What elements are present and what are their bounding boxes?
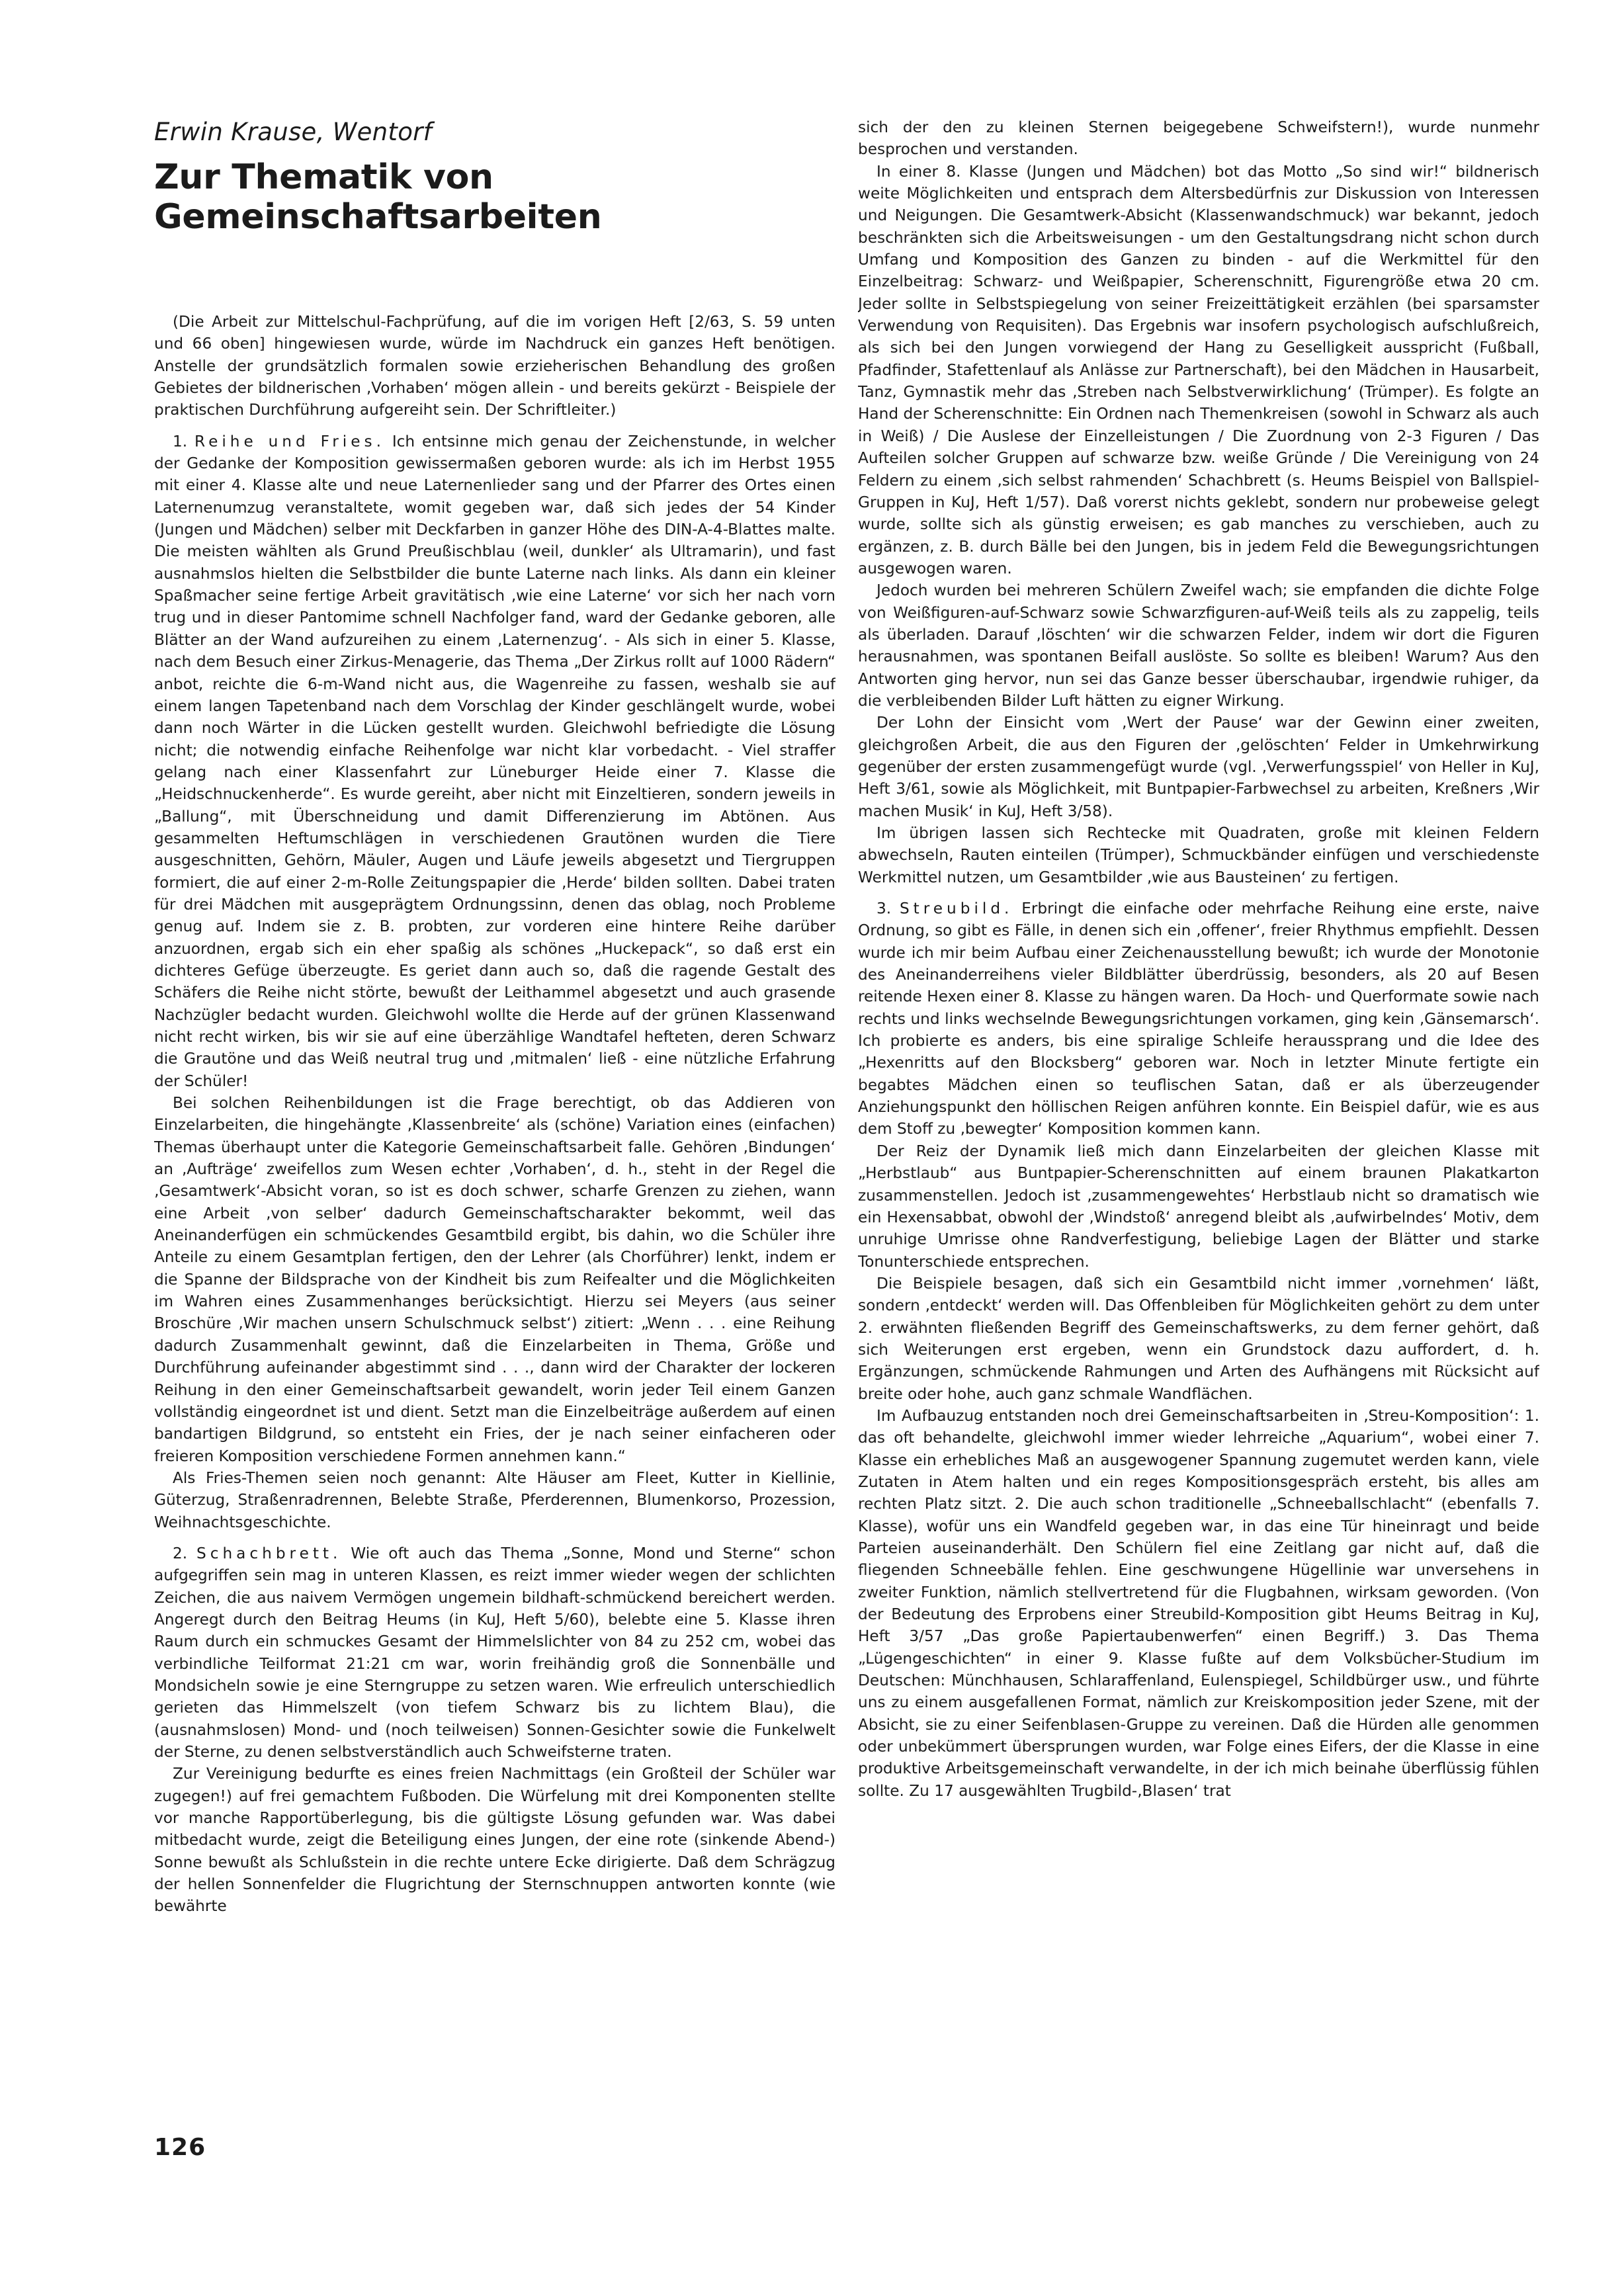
paragraph: Bei solchen Reihenbildungen ist die Frage berechtigt, ob das Addieren von Einzelarbeiten, die hingehängte ‚Klassenbreite‘ als (schöne) Variation eines (einfachen) Themas überhaupt unter die Kategorie Gemeinschaftsarbeit falle. Gehören ‚Bindungen‘ an ‚Aufträge‘ zweifellos zum Wesen echter ‚Vorhaben‘, d. h., steht in der Regel die ‚Gesamtwerk‘-Absicht voran, so ist es doch schwer, scharfe Grenzen zu ziehen, wann eine Arbeit ‚von selber‘ dadurch Gemeinschaftscharakter bekommt, weil das Aneinanderfügen ein schmückendes Gesamtbild ergibt, bis dahin, wo die Schüler ihre Anteile zu einem Gesamtplan fertigen, den der Lehrer (als Chorführer) lenkt, indem er die Spanne der Bildsprache von der Kindheit bis zum Reifealter und die Möglichkeiten im Wahren eines Zusammenhanges berücksichtigt. Hierzu sei Meyers (aus seiner Broschüre ‚Wir machen unsern Schulschmuck selbst‘) zitiert: „Wenn . . . eine Reihung dadurch Zusammenhalt gewinnt, daß die Einzelarbeiten in Thema, Größe und Durchführung aufeinander abgestimmt sind . . ., dann wird der Charakter der lockeren Reihung in den einer Gemeinschaftsarbeit gewandelt, worin jeder Teil einem Ganzen vollständig eingeordnet ist und dient. Setzt man die Einzelbeiträge außerdem auf einen bandartigen Bildgrund, so entsteht ein Fries, der je nach seiner einfacheren oder freieren Komposition verschiedene Formen annehmen kann.“: [154, 1094, 835, 1465]
editor-note: (Die Arbeit zur Mittelschul-Fachprüfung, auf die im vorigen Heft [2/63, S. 59 unten und 66 oben] hingewiesen wurde, würde im Nachdruck ein ganzes Heft benötigen. Anstelle der grundsätzlich formalen sowie erzieherischen Behandlung des großen Gebietes der bildnerischen ‚Vorhaben‘ mögen allein - und bereits gekürzt - Beispiele der praktischen Durchführung aufgereiht sein. Der Schriftleiter.): [154, 313, 835, 419]
section-3-paragraph: [858, 898, 1539, 1140]
paragraph: In einer 8. Klasse (Jungen und Mädchen) bot das Motto „So sind wir!“ bildnerisch weite Möglichkeiten und entsprach dem Altersbedürfnis zur Diskussion von Interessen und Neigungen. Die Gesamtwerk-Absicht (Klassenwandschmuck) war bekannt, jedoch beschränkten sich die Arbeitsweisungen - um den Gestaltungsdrang nicht schon durch Umfang und Komposition des Ganzen zu binden - auf die Werkmittel für den Einzelbeitrag: Schwarz- und Weißpapier, Scherenschnitt, Figurengröße etwa 20 cm. Jeder sollte in Selbstspiegelung von seiner Freizeittätigkeit erzählen (bei sparsamster Verwendung von Requisiten). Das Ergebnis war insofern psychologisch aufschlußreich, als sich bei den Jungen vorwiegend der Hang zu Geselligkeit ausspricht (Fußball, Pfadfinder, Stafettenlauf als Anlässe zur Partnerschaft), bei den Mädchen in Hausarbeit, Tanz, Gymnastik mehr das ‚Streben nach Selbstverwirklichung‘ (Trümper). Es folgte an Hand der Scherenschnitte: Ein Ordnen nach Themenkreisen (sowohl in Schwarz als auch in Weiß) / Die Auslese der Einzelleistungen / Die Zuordnung von 2-3 Figuren / Das Aufteilen solcher Gruppen auf schwarze bzw. weiße Gründe / Die Vereinigung von 24 Feldern zu einem ‚sich selbst rahmenden‘ Schachbrett (s. Heums Beispiel von Ballspiel-Gruppen in KuJ, Heft 1/57). Daß vorerst nichts geklebt, sondern nur probeweise gelegt wurde, sollte sich als günstig erweisen; es gab manches zu verschieben, auch zu ergänzen, z. B. durch Bälle bei den Jungen, bis in jedem Feld die Bewegungsrichtungen ausgewogen waren.: [858, 162, 1539, 577]
article-title: Zur Thematik von Gemeinschaftsarbeiten: [154, 157, 602, 237]
paragraph: Als Fries-Themen seien noch genannt: Alte Häuser am Fleet, Kutter in Kiellinie, Güterzug, Straßenradrennen, Belebte Straße, Pferderennen, Blumenkorso, Prozession, Weihnachtsgeschichte.: [154, 1468, 835, 1531]
page-number: 126: [154, 2134, 206, 2161]
paragraph: Im übrigen lassen sich Rechtecke mit Quadraten, große mit kleinen Feldern abwechseln, Rauten einteilen (Trümper), Schmuckbänder einfügen und verschiedenste Werkmittel nutzen, um Gesamtbilder ‚wie aus Bausteinen‘ zu fertigen.: [858, 824, 1539, 886]
section-1-text: Ich entsinne mich genau der Zeichenstunde, in welcher der Gedanke der Komposition gewissermaßen geboren wurde: als ich im Herbst 1955 mit einer 4. Klasse alte und neue Laternenlieder sang und der Pfarrer des Ortes einen Laternenumzug veranstaltete, womit gegeben war, daß sich jedes der 54 Kinder (Jungen und Mädchen) selber mit Deckfarben in ganzer Höhe des DIN-A-4-Blattes malte. Die meisten wählten als Grund Preußischblau (weil, dunkler‘ als Ultramarin), und fast ausnahmslos hielten die Selbstbilder die bunte Laterne nach links. Als dann ein kleiner Spaßmacher seine fertige Arbeit gravitätisch ‚wie eine Laterne‘ vor sich her nach vorn trug und in dieser Pantomime schnell Nachfolger fand, ward der Gedanke geboren, alle Blätter an der Wand aufzureihen zu einem ‚Laternenzug‘. - Als sich in einer 5. Klasse, nach dem Besuch einer Zirkus-Menagerie, das Thema „Der Zirkus rollt auf 1000 Rädern“ anbot, reichte die 6-m-Wand nicht aus, die Wagenreihe zu fassen, weshalb sie auf einem langen Tapetenband nach dem Vorschlag der Kinder geschlängelt wurde, wobei dann noch Wärter in die Lücken gestellt wurden. Gleichwohl befriedigte die Lösung nicht; die notwendig einfache Reihenfolge war nicht klar vorbedacht. - Viel straffer gelang nach einer Klassenfahrt zur Lüneburger Heide einer 7. Klasse die „Heidschnuckenherde“. Es wurde gereiht, aber nicht mit Einzeltieren, sondern jeweils in „Ballung“, mit Überschneidung und damit Differenzierung im Abtönen. Aus gesammelten Heftumschlägen in verschiedenen Grautönen wurden die Tiere ausgeschnitten, Gehörn, Mäuler, Augen und Läufe jeweils abgesetzt und Tiergruppen formiert, die auf einer 2-m-Rolle Zeitungspapier die ‚Herde‘ bilden sollten. Dabei traten für drei Mädchen mit ausgeprägtem Ordnungssinn, denen das oblag, noch Probleme genug auf. Indem sie z. B. probten, zur vorderen eine hintere Reihe darüber anzuordnen, ergab sich ein eher spaßig als schönes „Huckepack“, so daß erst ein dichteres Gefüge überzeugte. Es geriet dann auch so, daß die ragende Gestalt des Schäfers die Reihe nicht störte, bewußt der Leithammel abgesetzt und auch grasende Nachzügler bedacht wurden. Gleichwohl wollte die Herde auf der grünen Klassenwand nicht recht wirken, bis wir sie auf eine überzählige Wandtafel hefteten, deren Schwarz die Grautöne und das Weiß neutral trug und ‚mitmalen‘ ließ - eine nützliche Erfahrung der Schüler!: [154, 432, 835, 1090]
paragraph: Die Beispiele besagen, daß sich ein Gesamtbild nicht immer ‚vornehmen‘ läßt, sondern ‚entdeckt‘ werden will. Das Offenbleiben für Möglichkeiten gehört zu dem unter 2. erwähnten fließenden Begriff des Gemeinschaftswerks, zu dem ferner gehört, daß sich Weiterungen erst ergeben, wenn ein Grundstock dazu auffordert, d. h. Ergänzungen, schmückende Rahmungen und Arten des Aufhängens mit Rücksicht auf breite oder hohe, auch ganz schmale Wandflächen.: [858, 1274, 1539, 1403]
paragraph: Der Reiz der Dynamik ließ mich dann Einzelarbeiten der gleichen Klasse mit „Herbstlaub“ aus Buntpapier-Scherenschnitten auf einem braunen Plakatkarton zusammenstellen. Jedoch ist ‚zusammengewehtes‘ Herbstlaub nicht so dramatisch wie ein Hexensabbat, obwohl der ‚Windstoß‘ anregend bleibt als ‚aufwirbelndes‘ Motiv, dem unruhige Umrisse ohne Randverfestigung, beliebige Lagen der Blätter und starke Tonunterschiede entsprechen.: [858, 1142, 1539, 1271]
section-2-paragraph: [154, 1543, 835, 1763]
author-line: Erwin Krause, Wentorf: [154, 118, 432, 146]
paragraph: Im Aufbauzug entstanden noch drei Gemeinschaftsarbeiten in ‚Streu-Komposition‘: 1. das oft behandelte, gleichwohl immer wieder lehrreiche „Aquarium“, wobei einer 7. Klasse ein erhebliches Maß an ausgewogener Spannung zugemutet werden kann, viele Zutaten in Atem halten und ein reges Kompositionsgespräch ersteht, bis alles am rechten Platz sitzt. 2. Die auch schon traditionelle „Schneeballschlacht“ (ebenfalls 7. Klasse), wofür uns ein Wandfeld gegeben war, in das eine Tür hineinragt und beide Parteien auseinanderhält. Den Schülern fiel eine Zeitlang gar nicht auf, daß die fliegenden Schneebälle fehlen. Eine geschwungene Hügellinie war unversehens in zweiter Funktion, nämlich stellvertretend für die Flugbahnen, wirksam geworden. (Von der Bedeutung des Erprobens einer Streubild-Komposition gibt Heums Beitrag in KuJ, Heft 3/57 „Das große Papiertaubenwerfen“ einen Begriff.) 3. Das Thema „Lügengeschichten“ in einer 9. Klasse fußte auf dem Volksbücher-Studium im Deutschen: Münchhausen, Schlaraffenland, Eulenspiegel, Schildbürger usw., und führte uns zu einem ausgefallenen Format, nämlich zur Kreiskomposition jeder Szene, mit der Absicht, sie zu einer Seifenblasen-Gruppe zu vereinen. Daß die Hürden alle genommen oder unbekümmert übersprungen wurden, war Folge eines Eifers, der die Klasse in eine produktive Arbeitsgemeinschaft verwandelte, in der ich mich beinahe überflüssig fühlen sollte. Zu 17 ausgewählten Trugbild-‚Blasen‘ trat: [858, 1406, 1539, 1800]
section-3-text: Erbringt die einfache oder mehrfache Reihung eine erste, naive Ordnung, so gibt es Fälle, in denen sich ein ‚offener‘, freier Rhythmus empfiehlt. Dessen wurde ich mir beim Aufbau einer Zeichenausstellung bewußt; ich wurde der Monotonie des Aneinanderreihens vieler Bildblätter überdrüssig, besonders, als 20 auf Besen reitende Hexen einer 8. Klasse zu hängen waren. Da Hoch- und Querformate sowie nach rechts und links wechselnde Bewegungsrichtungen vorkamen, ging kein ‚Gänsemarsch‘. Ich probierte es anders, bis eine spiralige Schleife heraussprang und die Idee des „Hexenritts auf den Blocksberg“ geboren war. Noch in letzter Minute fertigte ein begabtes Mädchen einen so teuflischen Satan, daß er als überzeugender Anziehungspunkt den höllischen Reigen anführen konnte. Ein Beispiel dafür, wie es aus dem Stoff zu ‚bewegter‘ Komposition kommen kann.: [858, 900, 1539, 1138]
section-2-text: Wie oft auch das Thema „Sonne, Mond und Sterne“ schon aufgegriffen sein mag in unteren Klassen, es reizt immer wieder wegen der schlichten Zeichen, die aus naivem Vermögen ungemein bildhaft-schmückend bereichert werden. Angeregt durch den Beitrag Heums (in KuJ, Heft 5/60), belebte eine 5. Klasse ihren Raum durch ein schmuckes Gesamt der Himmelslichter von 84 zu 252 cm, wobei das verbindliche Teilformat 21:21 cm war, worin freihändig groß die Sonnenbälle und Mondsicheln sowie je eine Sterngruppe zu setzen waren. Wie erfreulich unterschiedlich gerieten das Himmelszelt (von tiefem Schwarz bis zu lichtem Blau), die (ausnahmslosen) Mond- und (noch teilweisen) Sonnen-Gesichter sowie die Funkelwelt der Sterne, zu denen selbstverständlich auch Schweifsterne traten.: [154, 1544, 835, 1761]
section-1-paragraph: [154, 431, 835, 1092]
section-2-number: 2.: [173, 1544, 188, 1562]
section-1-number: 1.: [173, 432, 188, 450]
section-1-heading: Reihe und Fries.: [194, 432, 385, 450]
right-column: [858, 116, 1539, 2141]
section-3-number: 3.: [876, 900, 892, 918]
section-2-heading: Schachbrett.: [196, 1544, 342, 1562]
paragraph: Zur Vereinigung bedurfte es eines freien Nachmittags (ein Großteil der Schüler war zugegen!) auf frei gemachtem Fußboden. Die Würfelung mit drei Komponenten stellte vor manche Rapportüberlegung, bis die gültigste Lösung gefunden war. Was dabei mitbedacht wurde, zeigt die Beteiligung eines Jungen, der eine rote (sinkende Abend-) Sonne bewußt als Schlußstein in die rechte untere Ecke dirigierte. Daß dem Schrägzug der hellen Sonnenfelder die Flugrichtung der Sternschnuppen antworten konnte (wie bewährte: [154, 1765, 835, 1916]
paragraph: sich der den zu kleinen Sternen beigegebene Schweifstern!), wurde nunmehr besprochen und verstanden.: [858, 118, 1539, 159]
paragraph: Der Lohn der Einsicht vom ‚Wert der Pause‘ war der Gewinn einer zweiten, gleichgroßen Arbeit, die aus den Figuren der ‚gelöschten‘ Felder in Umkehrwirkung gegenüber der ersten zusammengefügt wurde (vgl. ‚Verwerfungsspiel‘ von Heller in KuJ, Heft 3/61, sowie als Möglichkeit, mit Buntpapier-Farbwechsel zu arbeiten, Kreßners ‚Wir machen Musik‘ in KuJ, Heft 3/58).: [858, 714, 1539, 820]
left-column: [154, 118, 835, 2142]
section-3-heading: Streubild.: [899, 900, 1013, 918]
paragraph: Jedoch wurden bei mehreren Schülern Zweifel wach; sie empfanden die dichte Folge von Weißfiguren-auf-Schwarz sowie Schwarzfiguren-auf-Weiß teils als zu zappelig, teils als überladen. Darauf ‚löschten‘ wir die schwarzen Felder, indem wir dort die Figuren herausnahmen, was spontanen Beifall auslöste. So sollte es bleiben! Warum? Aus den Antworten ging hervor, nun sei das Ganze besser überschaubar, irgendwie ruhiger, da die verbleibenden Bilder Luft hätten zu eigner Wirkung.: [858, 581, 1539, 710]
